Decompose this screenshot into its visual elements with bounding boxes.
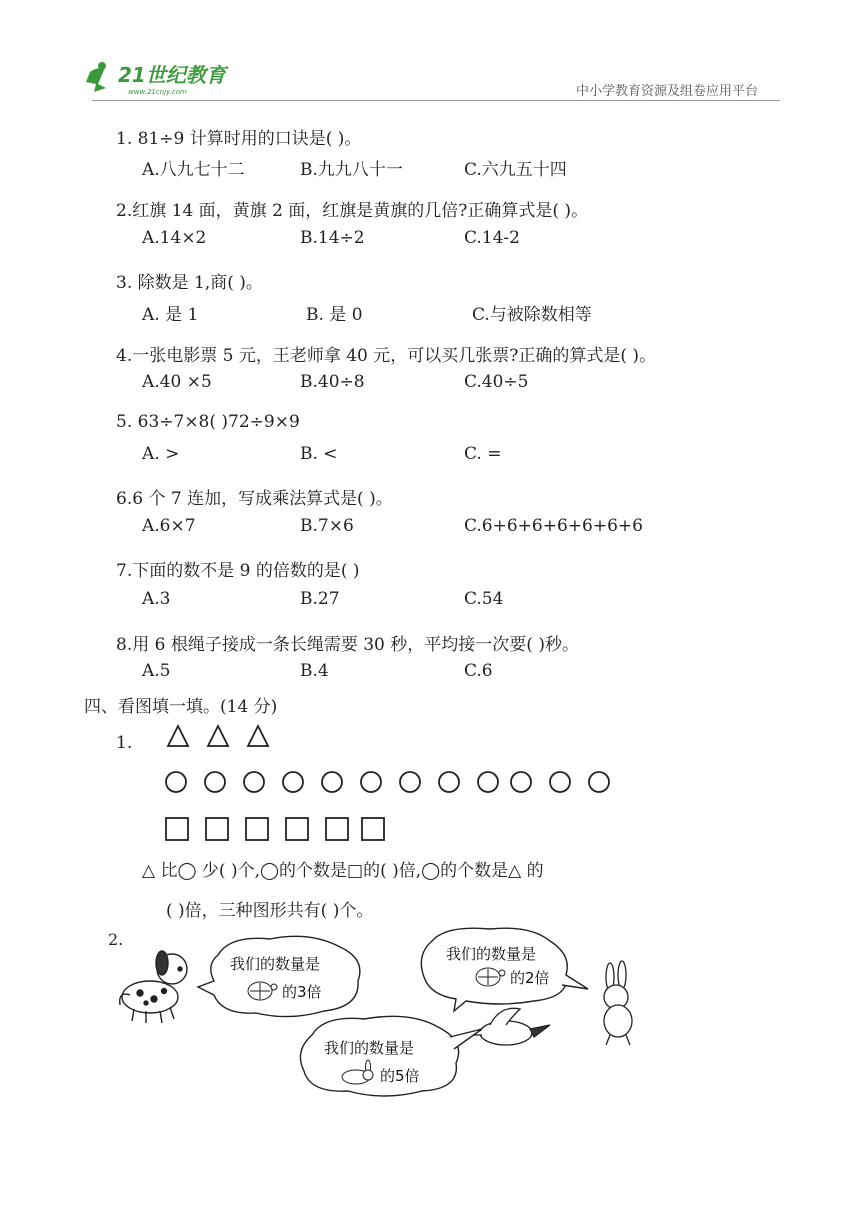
- question-3-stem: 3. 除数是 1,商( )。: [116, 273, 263, 293]
- circle-shape: [244, 772, 264, 792]
- bubble-2-line1: 我们的数量是: [446, 945, 537, 963]
- square-shape: [362, 818, 384, 840]
- question-6-option-b: B.7×6: [300, 516, 354, 536]
- question-5-option-a: A. >: [142, 444, 180, 464]
- circle-shape: [283, 772, 303, 792]
- dog-icon: [120, 951, 187, 1023]
- square-shape: [246, 818, 268, 840]
- square-shape: [166, 818, 188, 840]
- speech-bubble-2: [421, 928, 588, 1011]
- shape-rows: [158, 722, 618, 848]
- question-2-option-c: C.14-2: [464, 228, 520, 248]
- question-4-option-a: A.40 ×5: [142, 372, 212, 392]
- circle-shape: [322, 772, 342, 792]
- circle-shape: [400, 772, 420, 792]
- question-1-stem: 1. 81÷9 计算时用的口诀是( )。: [116, 129, 362, 149]
- section-4-q1-number: 1.: [116, 733, 133, 753]
- question-3-option-b: B. 是 0: [306, 305, 363, 325]
- question-2-option-a: A.14×2: [142, 228, 207, 248]
- question-1-option-b: B.九九八十一: [300, 160, 403, 180]
- circle-shape: [205, 772, 225, 792]
- circle-row: [166, 772, 609, 792]
- rabbit-icon: [604, 961, 632, 1045]
- circle-shape: [361, 772, 381, 792]
- section-4-q1-line2: ( )倍，三种图形共有( )个。: [166, 901, 374, 921]
- logo-url-text: www.21cnjy.com: [128, 88, 187, 96]
- triangle-shape: [248, 726, 268, 746]
- question-7-stem: 7.下面的数不是 9 的倍数的是( ): [116, 561, 360, 581]
- animal-picture: [110, 925, 670, 1100]
- bird-icon: [474, 1008, 550, 1045]
- circle-shape: [511, 772, 531, 792]
- question-4-option-b: B.40÷8: [300, 372, 365, 392]
- bubble-1-line2: 的3倍: [282, 983, 322, 1001]
- header-divider: [92, 100, 780, 101]
- section-4-title: 四、看图填一填。(14 分): [84, 697, 278, 717]
- circle-shape: [478, 772, 498, 792]
- question-7-option-a: A.3: [142, 589, 171, 609]
- section-4-q2-number: 2.: [108, 930, 124, 949]
- square-row: [166, 818, 384, 840]
- question-8-stem: 8.用 6 根绳子接成一条长绳需要 30 秒，平均接一次要( )秒。: [116, 635, 579, 655]
- question-2-option-b: B.14÷2: [300, 228, 365, 248]
- circle-shape: [439, 772, 459, 792]
- square-shape: [326, 818, 348, 840]
- question-6-stem: 6.6 个 7 连加，写成乘法算式是( )。: [116, 489, 393, 509]
- question-8-option-a: A.5: [142, 661, 171, 681]
- circle-shape: [166, 772, 186, 792]
- question-1-option-c: C.六九五十四: [464, 160, 567, 180]
- question-6-option-a: A.6×7: [142, 516, 196, 536]
- question-1-option-a: A.八九七十二: [142, 160, 245, 180]
- question-8-option-c: C.6: [464, 661, 493, 681]
- question-4-option-c: C.40÷5: [464, 372, 529, 392]
- circle-shape: [550, 772, 570, 792]
- platform-name: 中小学教育资源及组卷应用平台: [576, 84, 759, 99]
- question-6-option-c: C.6+6+6+6+6+6+6: [464, 516, 643, 536]
- triangle-row: [168, 726, 268, 746]
- 21cnjy-logo: [84, 58, 234, 98]
- bubble-3-line1: 我们的数量是: [324, 1039, 415, 1057]
- logo-main-text: 21世纪教育: [118, 63, 226, 87]
- triangle-shape: [168, 726, 188, 746]
- square-shape: [206, 818, 228, 840]
- question-5-option-b: B. <: [300, 444, 338, 464]
- speech-bubble-3: [300, 1016, 482, 1096]
- question-4-stem: 4.一张电影票 5 元，王老师拿 40 元，可以买几张票?正确的算式是( )。: [116, 346, 657, 366]
- section-4-q1-line1: △ 比◯ 少( )个,◯的个数是□的( )倍,◯的个数是△ 的: [142, 861, 544, 881]
- question-2-stem: 2.红旗 14 面，黄旗 2 面，红旗是黄旗的几倍?正确算式是( )。: [116, 201, 589, 221]
- question-3-option-c: C.与被除数相等: [472, 305, 592, 325]
- bubble-3-line2: 的5倍: [380, 1067, 420, 1085]
- question-3-option-a: A. 是 1: [142, 305, 199, 325]
- question-5-option-c: C. =: [464, 444, 502, 464]
- circle-shape: [589, 772, 609, 792]
- speech-bubble-1: [198, 936, 360, 1016]
- question-5-stem: 5. 63÷7×8( )72÷9×9: [116, 412, 300, 432]
- question-7-option-b: B.27: [300, 589, 340, 609]
- question-8-option-b: B.4: [300, 661, 329, 681]
- bubble-1-line1: 我们的数量是: [230, 955, 321, 973]
- bubble-2-line2: 的2倍: [510, 969, 550, 987]
- triangle-shape: [208, 726, 228, 746]
- question-7-option-c: C.54: [464, 589, 504, 609]
- square-shape: [286, 818, 308, 840]
